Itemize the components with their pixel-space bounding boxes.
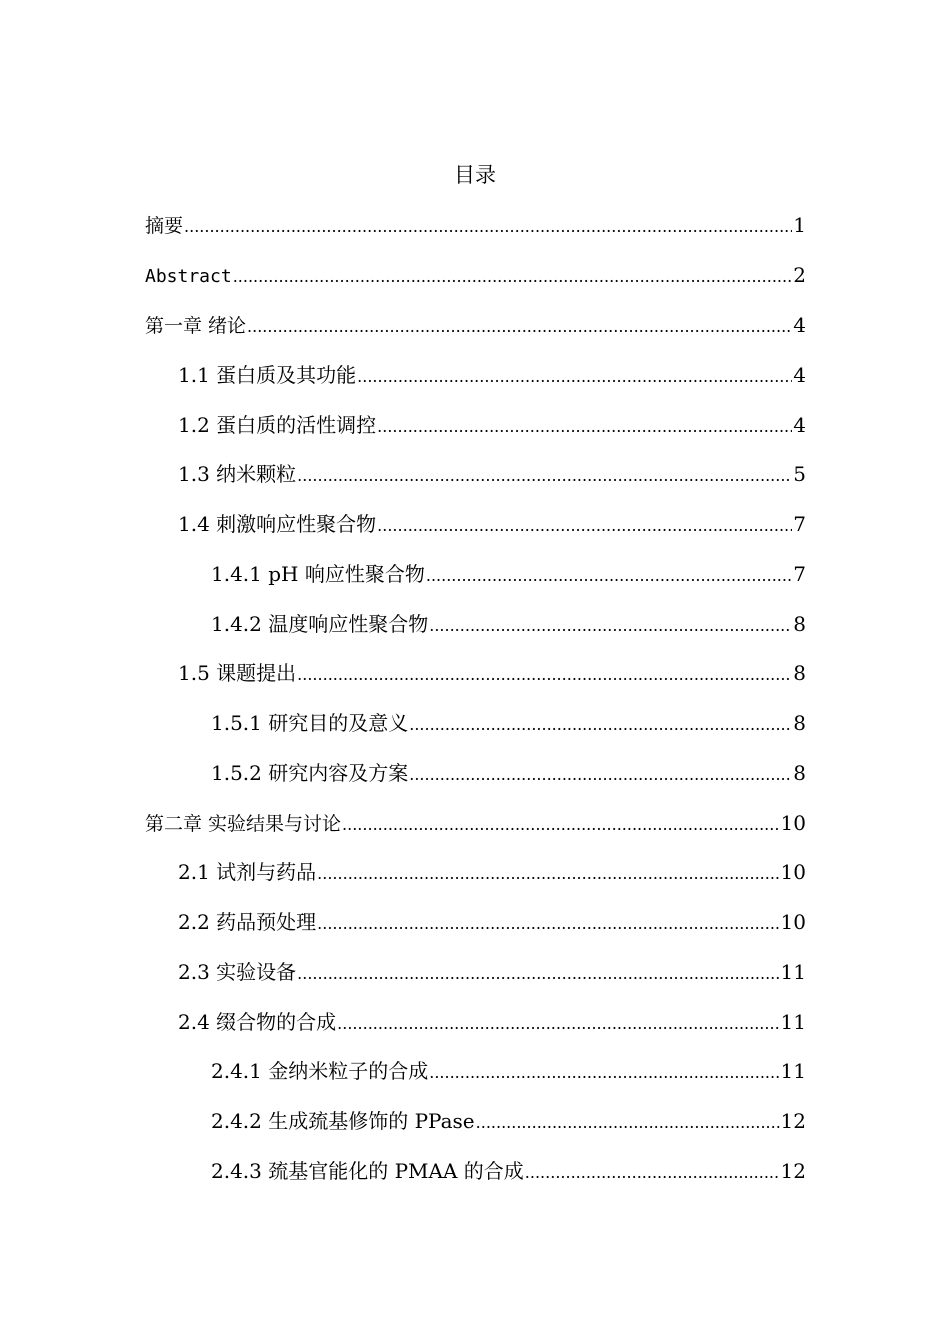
toc-entry-label: 第二章 实验结果与讨论 [145, 813, 342, 835]
toc-page-number: 12 [780, 1109, 806, 1133]
toc-leader-dots [297, 461, 792, 491]
toc-entry-label: 1.5 课题提出 [178, 661, 297, 685]
toc-entry-label: 2.3 实验设备 [178, 960, 297, 984]
toc-entry-1-3[interactable] [178, 459, 806, 489]
toc-leader-dots [342, 810, 780, 840]
toc-leader-dots [429, 1058, 779, 1088]
toc-entry-2-4-3[interactable] [211, 1156, 806, 1186]
toc-page-number: 8 [793, 761, 806, 785]
toc-entry-label: 1.2 蛋白质的活性调控 [178, 413, 377, 437]
toc-entry-label: 2.4.1 金纳米粒子的合成 [211, 1059, 429, 1083]
toc-entry-label: 1.4.2 温度响应性聚合物 [211, 612, 429, 636]
toc-entry-2-3[interactable] [178, 957, 806, 987]
toc-entry-1-1[interactable] [178, 360, 806, 390]
toc-entry-chapter-2[interactable] [145, 808, 806, 838]
toc-entry-label: 2.1 试剂与药品 [178, 860, 317, 884]
toc-leader-dots [233, 262, 793, 292]
toc-page-number: 10 [780, 811, 806, 835]
toc-entry-2-2[interactable] [178, 907, 806, 937]
toc-entry-1-2[interactable] [178, 410, 806, 440]
toc-page-number: 1 [793, 213, 806, 237]
toc-page-number: 8 [793, 711, 806, 735]
toc-page-number: 12 [780, 1159, 806, 1183]
toc-entry-2-4-1[interactable] [211, 1056, 806, 1086]
toc-leader-dots [409, 760, 792, 790]
toc-page-number: 10 [780, 910, 806, 934]
toc-entry-label: 1.5.1 研究目的及意义 [211, 711, 409, 735]
toc-leader-dots [317, 859, 779, 889]
toc-entry-2-4-2[interactable] [211, 1106, 806, 1136]
toc-page-number: 5 [793, 462, 806, 486]
toc-entry-1-4-2[interactable] [211, 609, 806, 639]
toc-entry-label: 1.4 刺激响应性聚合物 [178, 512, 377, 536]
toc-page-number: 11 [780, 1059, 806, 1083]
toc-entry-1-4[interactable] [178, 509, 806, 539]
toc-page-number: 10 [780, 860, 806, 884]
toc-entry-label: Abstract [145, 266, 232, 287]
toc-entry-2-1[interactable] [178, 857, 806, 887]
toc-entry-abstract-cn[interactable] [145, 210, 806, 240]
toc-page-number: 11 [780, 1010, 806, 1034]
toc-entry-chapter-1[interactable] [145, 310, 806, 340]
toc-leader-dots [297, 959, 779, 989]
toc-page-number: 4 [793, 413, 806, 437]
toc-entry-1-5[interactable] [178, 658, 806, 688]
toc-entry-abstract-en[interactable] [145, 260, 806, 290]
toc-entry-label: 2.4.3 巯基官能化的 PMAA 的合成 [211, 1159, 524, 1183]
page-title: 目录 [454, 163, 496, 187]
toc-leader-dots [357, 362, 792, 392]
toc-leader-dots [476, 1108, 780, 1138]
toc-entry-label: 2.4 缀合物的合成 [178, 1010, 337, 1034]
toc-leader-dots [377, 511, 792, 541]
toc-entry-label: 1.1 蛋白质及其功能 [178, 363, 357, 387]
toc-entry-label: 2.2 药品预处理 [178, 910, 317, 934]
toc-page-number: 4 [793, 363, 806, 387]
toc-leader-dots [317, 909, 779, 939]
toc-leader-dots [429, 611, 792, 641]
toc-entry-label: 摘要 [145, 215, 184, 237]
toc-leader-dots [297, 660, 792, 690]
toc-leader-dots [525, 1158, 780, 1188]
toc-leader-dots [409, 710, 792, 740]
toc-leader-dots [184, 212, 792, 242]
toc-entry-1-5-1[interactable] [211, 708, 806, 738]
toc-page-number: 11 [780, 960, 806, 984]
toc-entry-label: 第一章 绪论 [145, 315, 247, 337]
toc-leader-dots [337, 1009, 779, 1039]
toc-entry-1-5-2[interactable] [211, 758, 806, 788]
toc-page-number: 8 [793, 612, 806, 636]
toc-entry-2-4[interactable] [178, 1007, 806, 1037]
toc-leader-dots [426, 561, 792, 591]
toc-page-number: 4 [793, 313, 806, 337]
toc-page-number: 7 [793, 512, 806, 536]
toc-entry-label: 1.5.2 研究内容及方案 [211, 761, 409, 785]
toc-entry-label: 1.4.1 pH 响应性聚合物 [211, 562, 425, 586]
toc-leader-dots [247, 312, 792, 342]
toc-page-number: 7 [793, 562, 806, 586]
toc-page-number: 8 [793, 661, 806, 685]
toc-page-number: 2 [793, 263, 806, 287]
toc-entry-label: 2.4.2 生成巯基修饰的 PPase [211, 1109, 475, 1133]
toc-entry-1-4-1[interactable] [211, 559, 806, 589]
toc-entry-label: 1.3 纳米颗粒 [178, 462, 297, 486]
toc-leader-dots [377, 412, 792, 442]
